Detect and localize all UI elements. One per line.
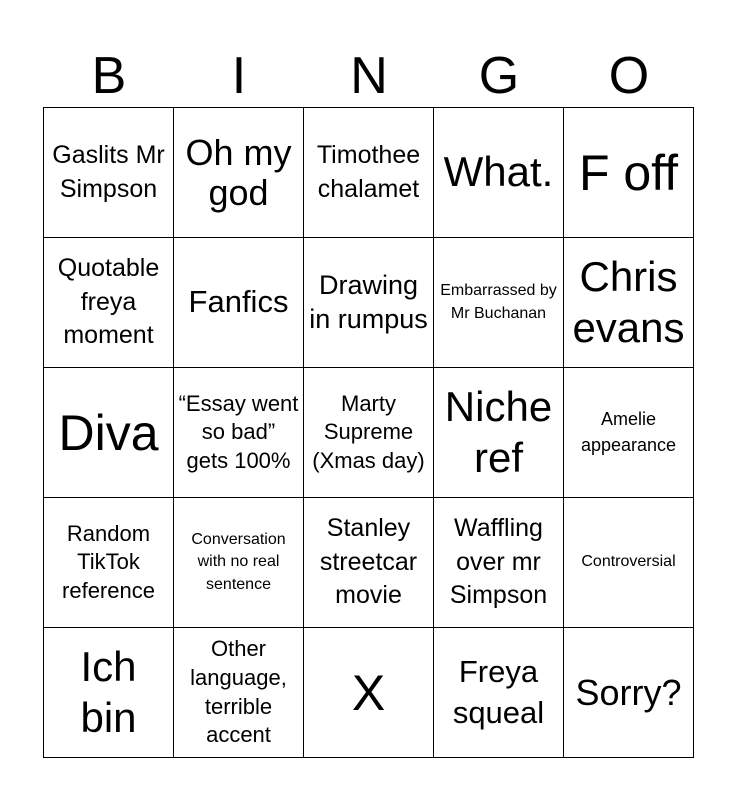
bingo-cell[interactable] [44,108,174,238]
header-letter-o: O [608,47,650,105]
header-letter-n: N [350,47,388,105]
cell-text: Gaslits Mr Simpson [52,140,165,203]
cell-text: Drawing in rumpus [309,269,428,334]
cell-text: Amelie appearance [580,409,677,455]
cell-text: X [351,664,386,721]
cell-text: Niche ref [444,383,553,481]
bingo-cell[interactable] [174,108,304,238]
bingo-cell[interactable] [174,368,304,498]
bingo-cell[interactable] [564,108,694,238]
cell-text: Ich bin [80,643,137,741]
cell-text: Oh my god [185,131,292,213]
cell-text: Chris evans [572,253,685,351]
cell-text: Timothee chalamet [316,140,421,203]
bingo-cell[interactable] [564,498,694,628]
cell-text: Fanfics [188,284,289,320]
bingo-cell[interactable] [564,368,694,498]
cell-text: “Essay went so bad” gets 100% [178,390,299,473]
bingo-cell[interactable] [564,628,694,758]
header-letter-b: B [91,47,127,105]
cell-text: Freya squeal [452,654,545,730]
bingo-cell[interactable] [434,238,564,368]
cell-text: Quotable freya moment [57,253,160,350]
bingo-cell[interactable] [44,498,174,628]
cell-text: Marty Supreme (Xmas day) [312,390,425,473]
bingo-grid [43,107,694,758]
bingo-cell[interactable] [44,628,174,758]
bingo-cell[interactable] [174,498,304,628]
bingo-cell[interactable] [434,368,564,498]
bingo-cell[interactable] [44,238,174,368]
cell-text: Stanley streetcar movie [319,513,418,610]
bingo-cell[interactable] [174,628,304,758]
bingo-header [44,44,694,108]
bingo-cell[interactable] [564,238,694,368]
cell-text: Waffling over mr Simpson [449,513,548,610]
cell-text: F off [578,144,679,201]
header-letter-i: I [231,47,247,105]
cell-text: Controversial [581,553,676,571]
bingo-cell[interactable] [304,498,434,628]
bingo-cell[interactable] [434,108,564,238]
cell-text: Sorry? [575,671,682,713]
cell-text: Diva [58,404,159,461]
cell-text: Conversation with no real sentence [191,530,286,593]
bingo-cell[interactable] [174,238,304,368]
cell-text: Other language, terrible accent [190,636,287,748]
cell-text: Embarrassed by Mr Buchanan [440,282,557,322]
bingo-cell[interactable] [304,108,434,238]
cell-text: What. [443,148,554,196]
bingo-cell[interactable] [304,368,434,498]
bingo-cell[interactable] [434,628,564,758]
bingo-cell[interactable] [434,498,564,628]
bingo-cell[interactable] [44,368,174,498]
cell-text: Random TikTok reference [62,520,155,603]
bingo-cell[interactable] [304,628,434,758]
bingo-cell[interactable] [304,238,434,368]
header-letter-g: G [478,47,520,105]
